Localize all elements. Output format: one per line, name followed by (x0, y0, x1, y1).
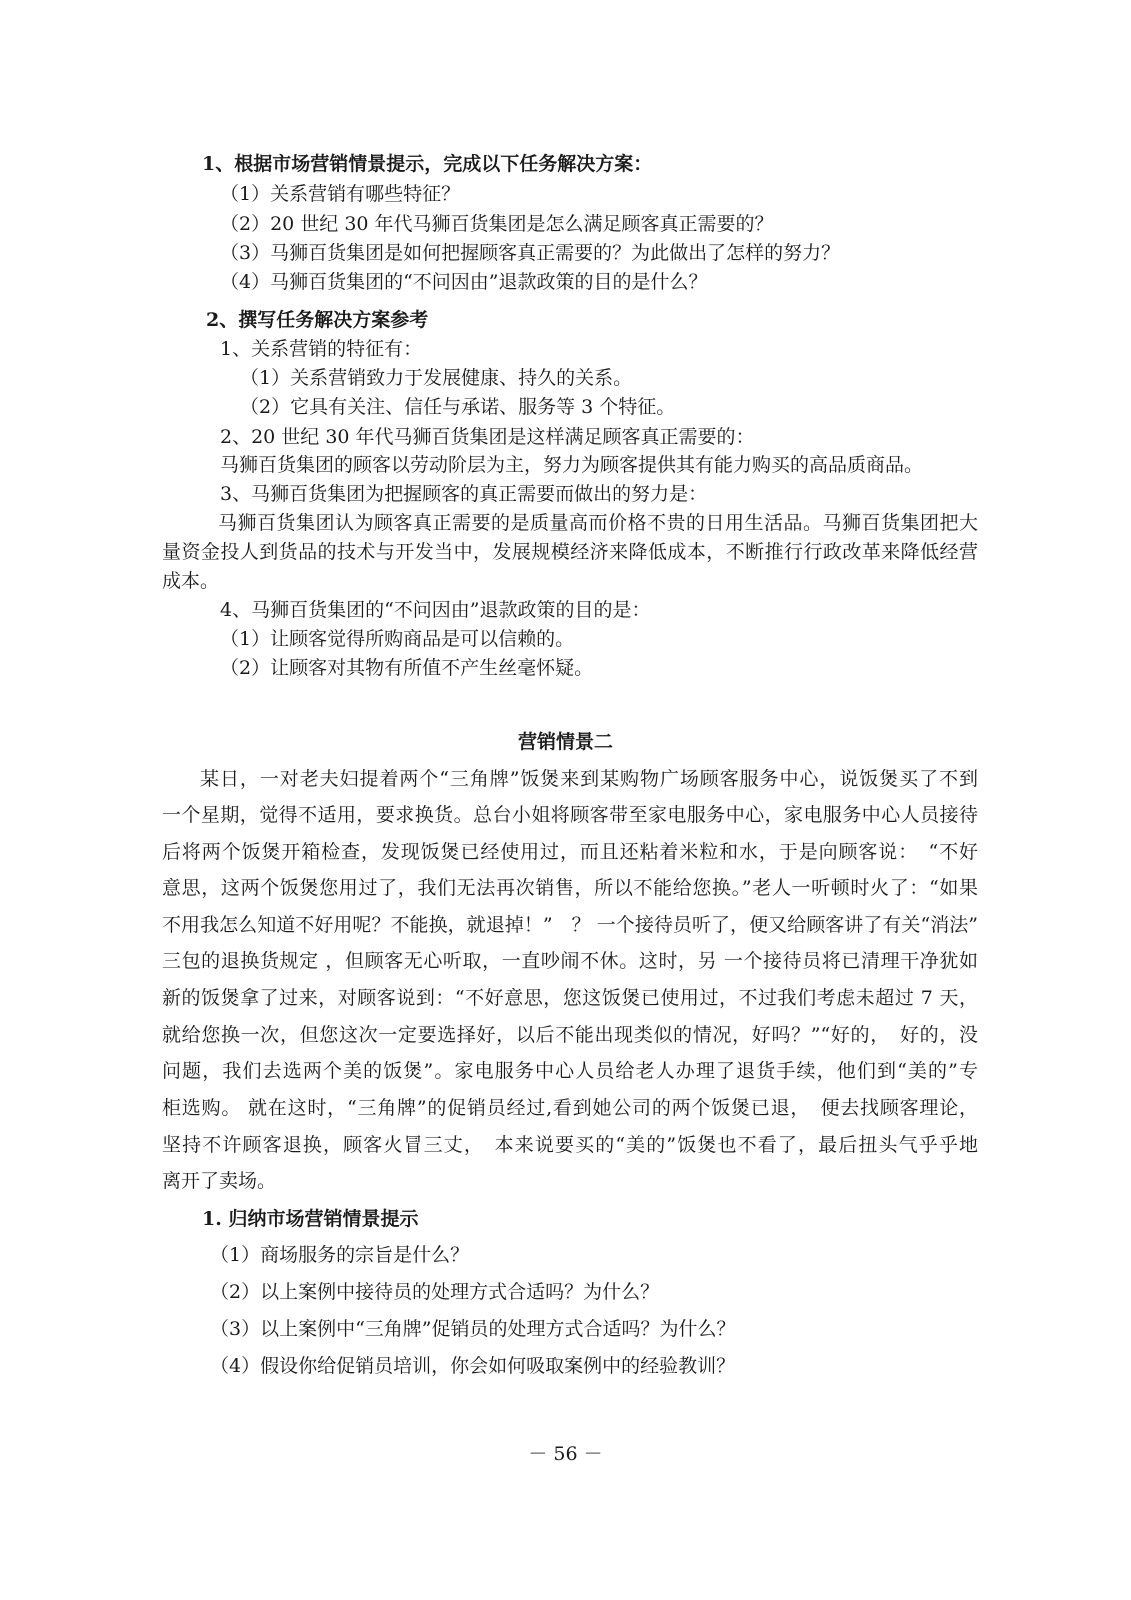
scenario-title: 营销情景二 (517, 731, 613, 753)
scenario-line-11: 坚持不许顾客退换，顾客火冒三丈， 本来说要买的“美的”饭煲也不看了，最后扭头气乎乎地 (162, 1134, 978, 1156)
question-1: （1）关系营销有哪些特征？ (220, 183, 461, 205)
summary-question-4: （4）假设你给促销员培训，你会如何吸取案例中的经验教训？ (210, 1355, 736, 1377)
question-4: （4）马狮百货集团的“不问因由”退款政策的目的是什么？ (220, 271, 708, 293)
page-number: － 56 － (528, 1443, 603, 1465)
scenario-line-3: 后将两个饭煲开箱检查，发现饭煲已经使用过，而且还粘着米粒和水，于是向顾客说： “不好 (162, 841, 978, 863)
task-heading: 1、根据市场营销情景提示，完成以下任务解决方案： (202, 153, 653, 175)
scenario-line-6: 三包的退换货规定 ，但顾客无心听取，一直吵闹不休。这时，另 一个接待员将已清理干净犹如 (162, 950, 978, 972)
scenario-line-2: 一个星期，觉得不适用，要求换货。总台小姐将顾客带至家电服务中心，家电服务中心人员接待 (162, 804, 978, 826)
summary-question-2: （2）以上案例中接待员的处理方式合适吗？为什么？ (210, 1281, 660, 1303)
answer-4-item-2: （2）让顾客对其物有所值不产生丝毫怀疑。 (220, 657, 594, 679)
scenario-line-10: 柜选购。 就在这时，“三角牌”的促销员经过,看到她公司的两个饭煲已退， 便去找顾客理论， (162, 1097, 978, 1119)
scenario-line-5: 不用我怎么知道不好用呢？不能换，就退掉！” ？ 一个接待员听了，便又给顾客讲了有关“消法” (162, 914, 978, 936)
summary-question-3: （3）以上案例中“三角牌”促销员的处理方式合适吗？为什么？ (210, 1318, 736, 1340)
ref-heading: 2、撰写任务解决方案参考 (206, 309, 429, 331)
answer-2-text: 马狮百货集团的顾客以劳动阶层为主，努力为顾客提供其有能力购买的高品质商品。 (220, 454, 924, 476)
answer-3-line-1: 马狮百货集团认为顾客真正需要的是质量高而价格不贵的日用生活品。马狮百货集团把大 (218, 512, 978, 534)
answer-3-heading: 3、马狮百货集团为把握顾客的真正需要而做出的努力是： (220, 483, 708, 505)
answer-3-line-3: 成本。 (162, 570, 220, 592)
answer-3-line-2: 量资金投人到货品的技术与开发当中，发展规模经济来降低成本，不断推行行政改革来降低经营 (162, 541, 978, 563)
scenario-line-7: 新的饭煲拿了过来，对顾客说到：“不好意思，您这饭煲已使用过，不过我们考虑未超过 7 天， (162, 987, 978, 1009)
answer-1-item-2: （2）它具有关注、信任与承诺、服务等 3 个特征。 (240, 396, 676, 418)
summary-heading: 1. 归纳市场营销情景提示 (202, 1208, 419, 1230)
answer-1-heading: 1、关系营销的特征有： (220, 338, 423, 360)
scenario-line-8: 就给您换一次，但您这次一定要选择好，以后不能出现类似的情况，好吗？”“好的， 好的，没 (162, 1024, 978, 1046)
scenario-line-12: 离开了卖场。 (162, 1170, 277, 1192)
answer-2-heading: 2、20 世纪 30 年代马狮百货集团是这样满足顾客真正需要的： (220, 426, 755, 448)
answer-4-heading: 4、马狮百货集团的“不问因由”退款政策的目的是： (220, 599, 651, 621)
answer-1-item-1: （1）关系营销致力于发展健康、持久的关系。 (240, 367, 633, 389)
answer-4-item-1: （1）让顾客觉得所购商品是可以信赖的。 (220, 628, 575, 650)
summary-question-1: （1）商场服务的宗旨是什么？ (210, 1244, 470, 1266)
question-3: （3）马狮百货集团是如何把握顾客真正需要的？为此做出了怎样的努力？ (220, 242, 841, 264)
scenario-line-1: 某日，一对老夫妇提着两个“三角牌”饭煲来到某购物广场顾客服务中心，说饭煲买了不到 (200, 768, 978, 790)
scenario-line-9: 问题，我们去选两个美的饭煲”。家电服务中心人员给老人办理了退货手续，他们到“美的”专 (162, 1060, 978, 1082)
scenario-line-4: 意思，这两个饭煲您用过了，我们无法再次销售，所以不能给您换。”老人一听顿时火了：“如果 (162, 877, 978, 899)
question-2: （2）20 世纪 30 年代马狮百货集团是怎么满足顾客真正需要的？ (220, 213, 774, 235)
